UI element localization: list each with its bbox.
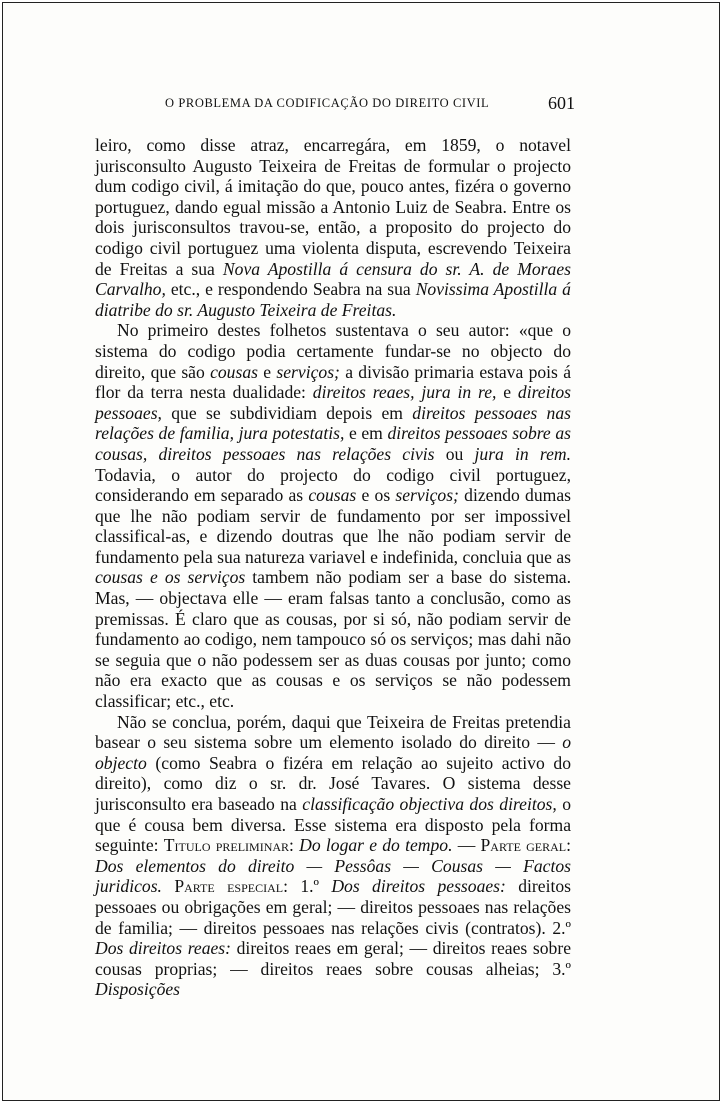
small-caps-run: Parte especial:: [174, 876, 288, 897]
paragraph-3: [95, 712, 571, 1000]
italic-run: direitos pessoaes,: [95, 382, 571, 423]
running-title: O PROBLEMA DA CODIFICAÇÃO DO DIREITO CIVIL: [165, 96, 490, 110]
text-run: e: [257, 361, 277, 382]
italic-run: serviços;: [276, 361, 340, 382]
italic-run: Dos elementos do direito — Pessôas — Cousas — Factos juridicos.: [95, 855, 571, 897]
paragraph-1: [95, 135, 571, 320]
text-run: No primeiro destes folhetos sustentava o seu autor: «que o sistema do codigo podia certamente fundar-se no objecto do direito, que são: [95, 320, 571, 382]
italic-run: cousas: [210, 361, 258, 382]
page-number: 601: [548, 93, 575, 113]
text-run: dizendo dumas que lhe não podiam servir de fundamento por ser impossivel classifical-as, e dizendo doutras que lhe não podiam servir de fundamento pela sua natureza variavel e indefinida, concluia que as: [95, 485, 571, 567]
text-run: [162, 876, 174, 896]
text-run: direitos reaes em geral; — direitos reaes sobre cousas proprias; — direitos reaes sobre cousas alheias; 3.º: [95, 938, 571, 979]
small-caps-run: Parte geral:: [480, 835, 572, 856]
body-text: [95, 135, 571, 1000]
text-run: e os: [356, 485, 396, 506]
text-run: 1.º: [287, 876, 332, 897]
text-run: direitos pessoaes ou obrigações em geral; — direitos pessoaes nas relações de familia; — direitos pessoaes nas relações civis (contratos). 2.º: [95, 876, 572, 938]
italic-run: Do logar e do tempo.: [293, 835, 453, 856]
text-run: Todavia, o autor do projecto do codigo civil portuguez, considerando em separado as: [95, 464, 571, 506]
italic-run: Disposições: [95, 979, 181, 1000]
text-run: que se subdividiam depois em: [161, 402, 413, 423]
text-run: leiro, como disse atraz, encarregára, em 1859, o notavel jurisconsulto Augusto Teixeira de Freitas de formular o projecto dum codigo civil, á imitação do que, pouco antes, fizéra o governo portuguez, dando egual missão a Antonio Luiz de Seabra. Entre os dois jurisconsultos travou-se, então, a proposito do projecto do codigo civil portuguez uma violenta disputa, escrevendo Teixeira de Freitas a sua: [95, 135, 571, 279]
italic-run: Novissima Apostilla á diatribe do sr. Augusto Teixeira de Freitas.: [95, 279, 571, 320]
text-run: (como Seabra o fizéra em relação ao sujeito activo do direito), como diz o sr. dr. José Tavares. O sistema desse jurisconsulto era baseado na: [95, 752, 571, 814]
italic-run: cousas e os serviços: [95, 567, 246, 588]
text-run: a divisão primaria estava pois á flor da terra nesta dualidade:: [95, 361, 572, 403]
italic-run: direitos pessoaes sobre as cousas, direitos pessoaes nas relações civis: [95, 423, 571, 464]
book-page: [2, 2, 720, 1101]
italic-run: o objecto: [95, 732, 571, 773]
italic-run: classificação objectiva dos direitos,: [302, 794, 557, 814]
italic-run: Dos direitos pessoaes:: [331, 876, 506, 897]
small-caps-run: Titulo preliminar:: [163, 835, 294, 856]
italic-run: direitos reaes, jura in re,: [312, 382, 497, 403]
text-run: tambem não podiam ser a base do sistema. Mas, — objectava elle — eram falsas tanto a conclusão, como as premissas. É claro que as cousas, por si só, não podiam servir de fundamento ao codigo, nem tampouco só os serviços; mas dahi não se seguia que o não podessem ser as duas cousas por junto; como não era exacto que as cousas e os serviços se não podessem classificar; etc., etc.: [95, 567, 571, 712]
italic-run: jura in rem.: [474, 443, 572, 464]
italic-run: serviços;: [395, 485, 459, 506]
text-run: o que é cousa bem diversa. Esse sistema era disposto pela forma seguinte:: [95, 794, 571, 856]
text-run: —: [452, 835, 481, 856]
text-run: Não se conclua, porém, daqui que Teixeira de Freitas pretendia basear o seu sistema sobre um elemento isolado do direito —: [95, 711, 571, 753]
italic-run: Dos direitos reaes:: [95, 938, 232, 959]
italic-run: Nova Apostilla á censura do sr. A. de Moraes Carvalho,: [95, 258, 571, 300]
text-run: etc., e respondendo Seabra na sua: [165, 279, 416, 300]
text-run: ou: [434, 443, 475, 464]
text-run: e em: [344, 423, 388, 444]
italic-run: direitos pessoaes nas relações de familia, jura potestatis,: [95, 402, 571, 444]
text-run: e: [496, 382, 518, 403]
paragraph-2: [95, 320, 571, 711]
italic-run: cousas: [308, 485, 357, 506]
